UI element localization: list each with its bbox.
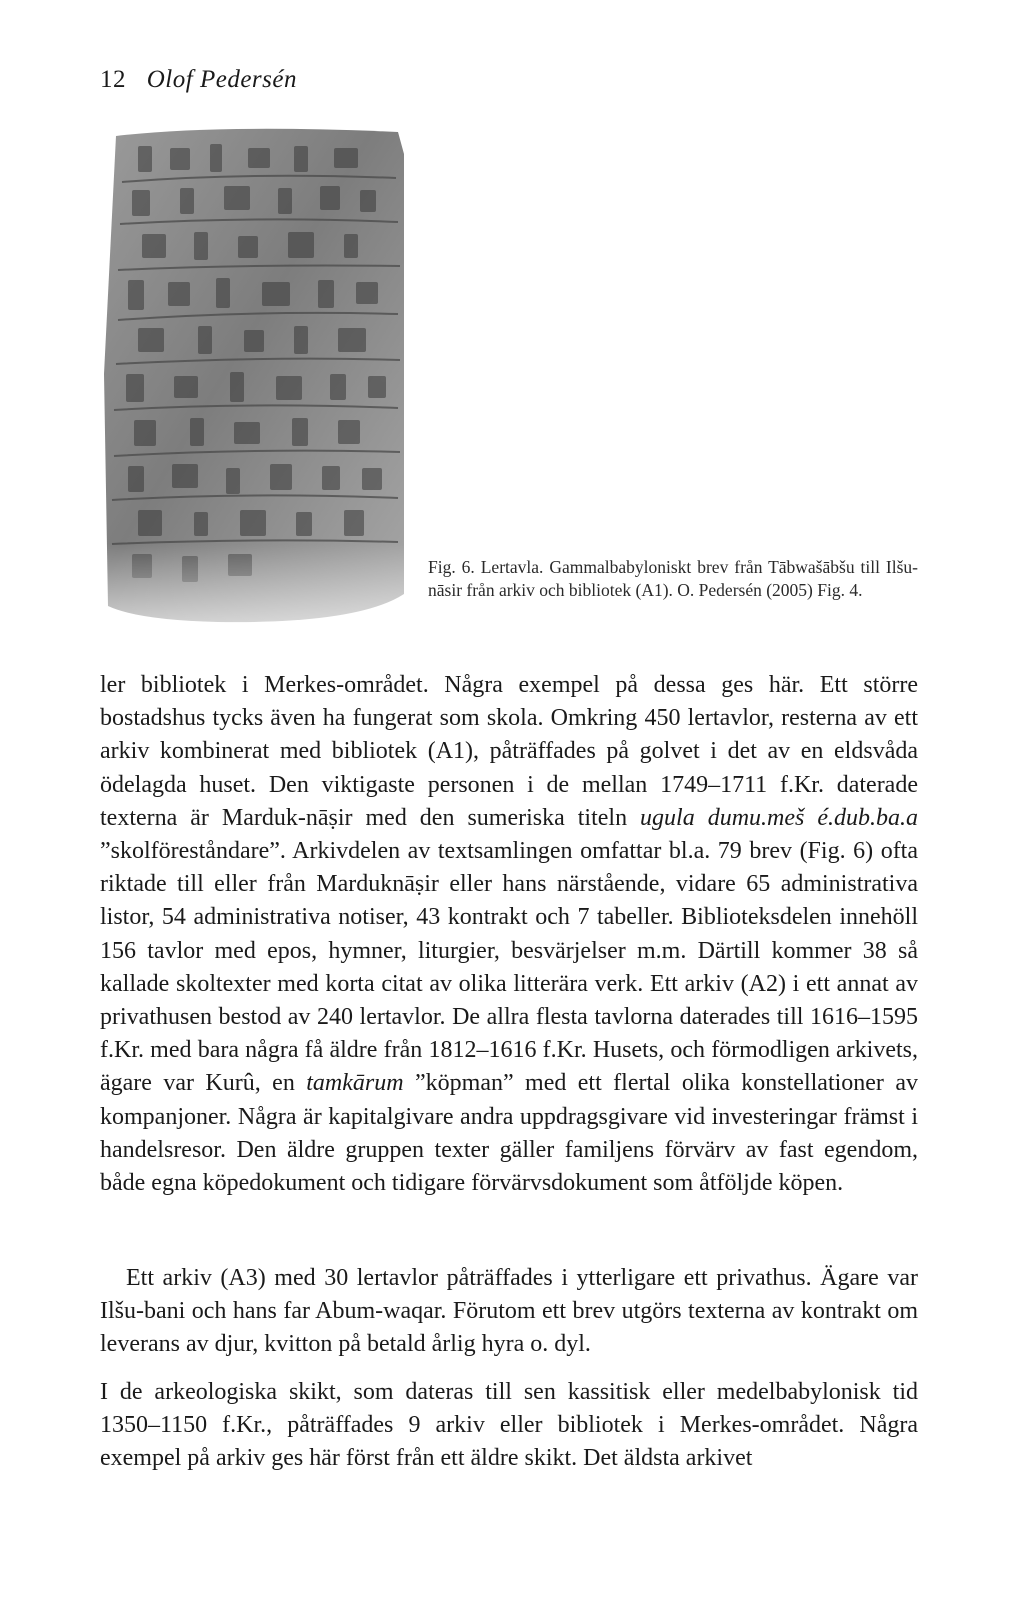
paragraph-text: Ett arkiv (A3) med 30 lertavlor påträffades i ytterligare ett privathus. Ägare var Ilšu-bani och hans far Abum-waqar. Förutom ett brev utgörs texterna av kontrakt om leverans av djur, kvitton på betald årlig hyra o. dyl.: [100, 1265, 918, 1358]
running-head: [100, 66, 297, 94]
figure-caption: Fig. 6. Lertavla. Gammalbabyloniskt brev från Tābwašābšu till Ilšu-nāsir från arkiv och bibliotek (A1). O. Pedersén (2005) Fig. 4.: [428, 557, 918, 600]
body-paragraph-1: [100, 669, 918, 1200]
paragraph-text: ler bibliotek i Merkes-området. Några exempel på dessa ges här. Ett större bostadshus tycks även ha fungerat som skola. Omkring 450 lertavlor, resterna av ett arkiv kombinerat med bibliotek (A1), påträffades på golvet i det av en eldsvåda ödelagda huset. Den viktigaste personen i de mellan 1749–1711 f.Kr. daterade texterna är Marduk-nāṣir med den sumeriska titeln: [100, 672, 918, 831]
paragraph-text: ”skolföreståndare”. Arkivdelen av textsamlingen omfattar bl.a. 79 brev (Fig. 6) ofta riktade till eller från Marduknāṣir eller hans närstående, vidare 65 administrativa listor, 54 administrativa notiser, 43 kontrakt och 7 tabeller. Biblioteksdelen innehöll 156 tavlor med epos, hymner, liturgier, besvärjelser m.m. Därtill kommer 38 så kallade skoltexter med korta citat av olika litterära verk. Ett arkiv (A2) i ett annat av privathusen bestod av 240 lertavlor. De allra flesta tavlorna daterades till 1616–1595 f.Kr. med bara några få äldre från 1812–1616 f.Kr. Husets, och förmodligen arkivets, ägare var Kurû, en: [100, 838, 918, 1097]
akkadian-term: tamkārum: [306, 1070, 404, 1097]
sumerian-term: ugula dumu.meš é.dub.ba.a: [640, 804, 918, 831]
paragraph-text: ”köpman” med ett flertal olika konstellationer av kompanjoner. Några är kapitalgivare andra uppdragsgivare vid investeringar främst i handelsresor. Den äldre gruppen texter gäller familjens förvärv av fast egendom, både egna köpedokument och tidigare förvärvsdokument som åtföljde köpen.: [100, 1070, 918, 1197]
running-head-author: Olof Pedersén: [146, 66, 297, 93]
paragraph-text: I de arkeologiska skikt, som dateras till sen kassitisk eller medelbabylonisk tid 1350–1150 f.Kr., påträffades 9 arkiv eller bibliotek i Merkes-området. Några exempel på arkiv ges här först från ett äldre skikt. Det äldsta arkivet: [100, 1379, 918, 1472]
body-paragraph-3: [100, 1376, 918, 1476]
clay-tablet-photo-icon: [98, 124, 410, 634]
page-number: 12: [100, 66, 126, 93]
body-paragraph-2: [100, 1262, 918, 1362]
